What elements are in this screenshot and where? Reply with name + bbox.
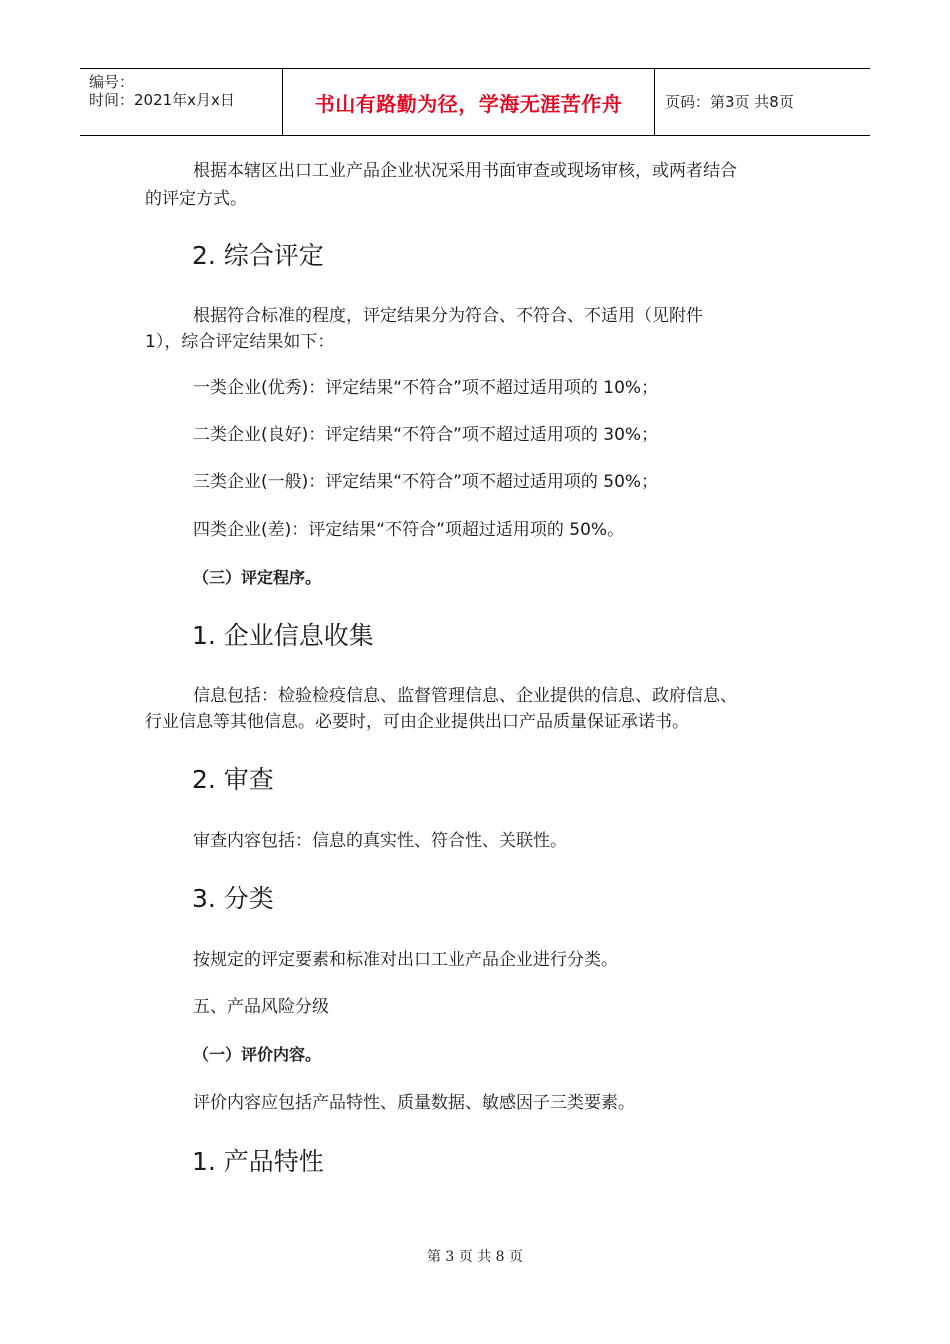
class-1-criterion: 一类企业(优秀)：评定结果“不符合”项不超过适用项的 10%；: [193, 378, 659, 398]
header-page-number: 页码：第3页 共8页: [665, 93, 794, 111]
footer-page-number: 第 3 页 共 8 页: [426, 1249, 524, 1265]
paragraph-info-line1: 信息包括：检验检疫信息、监督管理信息、企业提供的信息、政府信息、: [193, 686, 737, 706]
section-product-risk-grading: 五、产品风险分级: [193, 997, 329, 1017]
paragraph-result-line2: 1），综合评定结果如下：: [145, 332, 335, 352]
class-4-criterion: 四类企业(差)：评定结果“不符合”项超过适用项的 50%。: [193, 520, 625, 540]
header-page-cell: [655, 69, 870, 135]
paragraph-info-line2: 行业信息等其他信息。必要时，可由企业提供出口产品质量保证承诺书。: [145, 712, 689, 732]
paragraph-review: 审查内容包括：信息的真实性、符合性、关联性。: [193, 831, 567, 851]
paragraph-method-line1: 根据本辖区出口工业产品企业状况采用书面审查或现场审核，或两者结合: [193, 161, 737, 181]
class-3-criterion: 三类企业(一般)：评定结果“不符合”项不超过适用项的 50%；: [193, 472, 659, 492]
section-evaluation-procedure: （三）评定程序。: [193, 568, 322, 587]
paragraph-classification: 按规定的评定要素和标准对出口工业产品企业进行分类。: [193, 950, 618, 970]
heading-info-collection: 1. 企业信息收集: [192, 621, 374, 650]
header-info-cell: [80, 69, 282, 135]
heading-review: 2. 审查: [192, 765, 274, 794]
paragraph-result-line1: 根据符合标准的程度，评定结果分为符合、不符合、不适用（见附件: [193, 306, 703, 326]
heading-classification: 3. 分类: [192, 884, 274, 913]
header-motto-cell: [282, 69, 655, 135]
document-header: [80, 68, 870, 136]
heading-comprehensive-evaluation: 2. 综合评定: [192, 241, 324, 270]
heading-product-characteristics: 1. 产品特性: [192, 1147, 324, 1176]
paragraph-evaluation-content: 评价内容应包括产品特性、质量数据、敏感因子三类要素。: [193, 1093, 635, 1113]
document-code-label: 编号：: [89, 73, 135, 91]
document-date-label: 时间：2021年x月x日: [89, 91, 235, 109]
header-motto: 书山有路勤为径，学海无涯苦作舟: [314, 91, 623, 116]
paragraph-method-line2: 的评定方式。: [145, 189, 247, 209]
section-evaluation-content: （一）评价内容。: [193, 1045, 322, 1064]
class-2-criterion: 二类企业(良好)：评定结果“不符合”项不超过适用项的 30%；: [193, 425, 659, 445]
